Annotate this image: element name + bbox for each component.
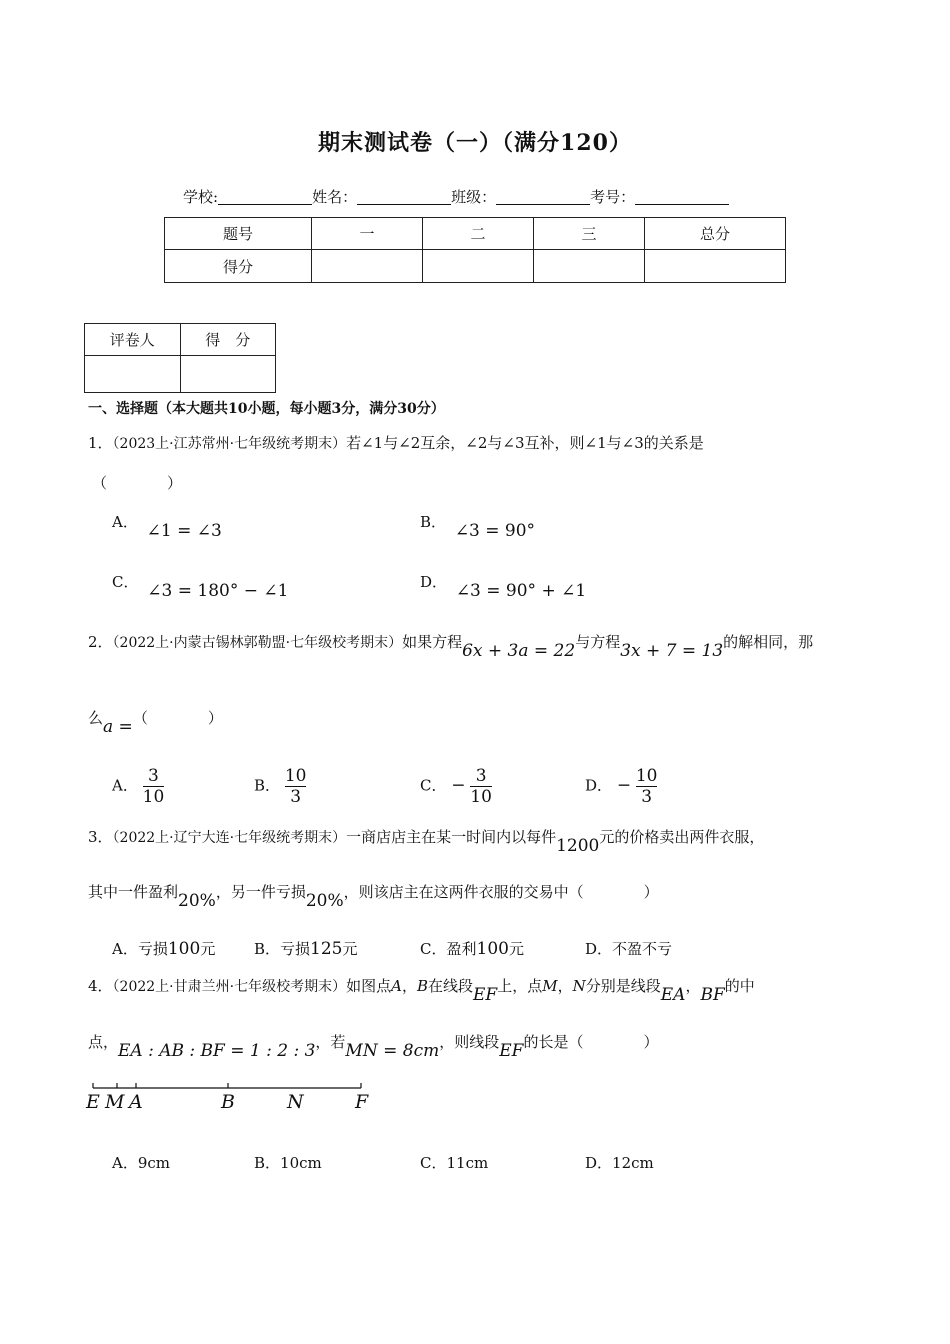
- number-value: 1200: [556, 836, 600, 856]
- option-expr: ∠3 = 90° + ∠1: [455, 581, 587, 601]
- segment-label: EF: [473, 985, 498, 1005]
- equation: MN = 8cm: [345, 1041, 440, 1061]
- option-label: C．: [112, 573, 139, 591]
- denominator: 10: [470, 787, 492, 807]
- option-label: D．: [585, 940, 613, 958]
- option-value: 12cm: [612, 1154, 654, 1172]
- question-text: 的中: [724, 977, 755, 995]
- option-label: D．: [585, 1154, 613, 1172]
- figure-label-f: F: [355, 1091, 369, 1113]
- fraction: [470, 766, 492, 807]
- answer-paren: （ ）: [92, 474, 183, 492]
- option-expr: ∠3 = 180° − ∠1: [147, 581, 289, 601]
- question-source: （2022上·辽宁大连·七年级统考期末）: [112, 830, 347, 846]
- number-label: 考号：: [590, 188, 636, 206]
- question-text: 如图点: [346, 977, 392, 995]
- question-3-cont: [88, 881, 659, 911]
- fraction: [636, 766, 658, 807]
- denominator: 3: [290, 787, 302, 807]
- option-text: 亏损: [280, 940, 311, 958]
- option-label: D．: [585, 776, 613, 795]
- option-b[interactable]: [254, 938, 358, 959]
- figure-label-a: A: [129, 1091, 143, 1113]
- denominator: 3: [641, 787, 653, 807]
- segment-label: EA: [660, 985, 686, 1005]
- option-d[interactable]: [420, 571, 587, 601]
- minus-sign: −: [451, 775, 466, 796]
- segment-label: BF: [700, 985, 725, 1005]
- grader-header-cell: 得 分: [180, 324, 276, 356]
- option-b[interactable]: [254, 766, 306, 807]
- question-text: ，若: [315, 1033, 346, 1051]
- segment-label: EF: [499, 1041, 524, 1061]
- option-unit: 元: [342, 940, 358, 958]
- grader-header-row: [85, 324, 276, 356]
- figure-label-e: E: [86, 1091, 100, 1113]
- question-text: ，: [557, 977, 573, 995]
- question-text: 与方程: [575, 633, 621, 651]
- question-text: ，: [401, 977, 417, 995]
- question-text: 分别是线段: [585, 977, 661, 995]
- option-label: C．: [420, 1154, 447, 1172]
- segment-figure: [86, 1080, 386, 1120]
- option-text: 不盈不亏: [612, 940, 673, 958]
- figure-label-m: M: [105, 1091, 125, 1113]
- option-label: A．: [112, 940, 138, 958]
- question-number: 2．: [88, 633, 113, 651]
- option-c[interactable]: [112, 571, 289, 601]
- school-field[interactable]: [218, 188, 312, 205]
- section-heading: 一、选择题（本大题共10小题，每小题3分，满分30分）: [88, 401, 445, 417]
- question-text: 点，: [88, 1033, 119, 1051]
- question-source: （2022上·甘肃兰州·七年级校考期末）: [112, 979, 347, 995]
- score-cell[interactable]: [312, 250, 423, 283]
- denominator: 10: [142, 787, 165, 807]
- score-header-cell: 二: [423, 218, 534, 250]
- numerator: 10: [635, 766, 658, 786]
- grader-row: [85, 356, 276, 393]
- score-cell[interactable]: [423, 250, 534, 283]
- question-source: （2023上·江苏常州·七年级统考期末）: [112, 436, 347, 452]
- option-unit: 元: [508, 940, 524, 958]
- option-a[interactable]: [112, 1152, 170, 1173]
- option-text: 盈利: [446, 940, 477, 958]
- fraction: [285, 766, 307, 807]
- question-text: 么: [88, 709, 104, 727]
- option-d[interactable]: [585, 766, 657, 807]
- grader-header-cell: 评卷人: [85, 324, 181, 356]
- score-header-cell: 三: [534, 218, 645, 250]
- option-d[interactable]: [585, 1152, 654, 1173]
- figure-label-n: N: [287, 1091, 304, 1113]
- option-d[interactable]: [585, 938, 672, 959]
- student-info-line: [183, 186, 729, 207]
- question-source: （2022上·内蒙古锡林郭勒盟·七年级校考期末）: [112, 635, 403, 651]
- option-label: B．: [254, 1154, 281, 1172]
- question-text: 其中一件盈利: [88, 883, 179, 901]
- point-label: B: [416, 977, 428, 995]
- grader-cell[interactable]: [180, 356, 276, 393]
- option-value: 100: [476, 939, 509, 959]
- percent-value: 20%: [305, 891, 344, 911]
- question-text: 如果方程: [402, 633, 463, 651]
- option-expr: ∠3 = 90°: [454, 521, 536, 541]
- option-a[interactable]: [112, 511, 222, 541]
- option-value: 100: [167, 939, 201, 959]
- question-text: ，另一件亏损: [215, 883, 306, 901]
- question-text: ，则线段: [439, 1033, 500, 1051]
- option-unit: 元: [200, 940, 216, 958]
- option-label: C．: [420, 940, 447, 958]
- option-label: A．: [112, 513, 138, 531]
- point-label: N: [572, 977, 586, 995]
- score-row-label: 得分: [165, 250, 312, 283]
- point-label: M: [542, 977, 558, 995]
- name-label: 姓名：: [312, 188, 358, 206]
- option-label: C．: [420, 776, 447, 795]
- question-text: ，: [685, 977, 701, 995]
- option-label: B．: [254, 940, 281, 958]
- numerator: 3: [475, 766, 487, 786]
- option-a[interactable]: [112, 766, 164, 807]
- option-a[interactable]: [112, 938, 215, 959]
- question-text: 一商店店主在某一时间内以每件: [346, 828, 557, 846]
- score-header-cell: 一: [312, 218, 423, 250]
- percent-value: 20%: [178, 891, 216, 911]
- question-number: 3．: [88, 828, 113, 846]
- question-number: 4．: [88, 977, 113, 995]
- question-text: 的解相同，那: [723, 633, 814, 651]
- option-value: 125: [310, 939, 343, 959]
- minus-sign: −: [616, 775, 632, 796]
- question-text: 在线段: [427, 977, 473, 995]
- ratio-expression: EA : AB : BF = 1 : 2 : 3: [118, 1041, 316, 1061]
- class-label: 班级：: [451, 188, 497, 206]
- question-text: 上，点: [497, 977, 543, 995]
- question-number: 1．: [88, 434, 113, 452]
- option-label: A．: [112, 1154, 138, 1172]
- answer-paren: （ ）: [132, 709, 223, 727]
- question-text: 元的价格卖出两件衣服，: [599, 828, 765, 846]
- equation: 3x + 7 = 13: [620, 641, 724, 661]
- option-label: B．: [420, 513, 447, 531]
- numerator: 3: [148, 766, 159, 786]
- option-label: D．: [420, 573, 448, 591]
- equation: 6x + 3a = 22: [462, 641, 576, 661]
- fraction: [143, 766, 165, 807]
- option-b[interactable]: [254, 1152, 322, 1173]
- question-2: [88, 631, 814, 661]
- grader-table: [84, 323, 276, 393]
- point-label: A: [391, 977, 402, 995]
- score-header-cell: 题号: [165, 218, 312, 250]
- option-label: B．: [254, 776, 281, 795]
- equation: a =: [103, 717, 133, 737]
- grader-cell[interactable]: [85, 356, 181, 393]
- score-row: [165, 250, 786, 283]
- option-c[interactable]: [420, 938, 524, 959]
- question-1: [88, 432, 704, 453]
- number-field[interactable]: [635, 188, 729, 205]
- school-label: 学校:: [183, 188, 219, 206]
- question-text: 若∠1与∠2互余，∠2与∠3互补，则∠1与∠3的关系是: [346, 434, 704, 452]
- score-cell[interactable]: [645, 250, 786, 283]
- option-value: 9cm: [137, 1154, 171, 1172]
- numerator: 10: [284, 766, 307, 786]
- class-field[interactable]: [496, 188, 590, 205]
- question-2-cont: [88, 707, 223, 737]
- question-text: ，则该店主在这两件衣服的交易中（ ）: [343, 883, 659, 901]
- score-cell[interactable]: [534, 250, 645, 283]
- option-expr: ∠1 = ∠3: [146, 521, 222, 541]
- score-table: [164, 217, 786, 283]
- score-header-cell: 总分: [645, 218, 786, 250]
- option-value: 11cm: [446, 1154, 489, 1172]
- page-title: 期末测试卷（一）（满分120）: [318, 130, 632, 156]
- question-4-cont: [88, 1031, 659, 1061]
- name-field[interactable]: [357, 188, 451, 205]
- question-text: 的长是（ ）: [523, 1033, 659, 1051]
- option-text: 亏损: [137, 940, 168, 958]
- option-b[interactable]: [420, 511, 536, 541]
- question-3: [88, 826, 765, 856]
- question-4: [88, 975, 755, 1005]
- score-header-row: [165, 218, 786, 250]
- figure-label-b: B: [221, 1091, 235, 1113]
- option-c[interactable]: [420, 766, 492, 807]
- option-value: 10cm: [280, 1154, 322, 1172]
- option-c[interactable]: [420, 1152, 488, 1173]
- option-label: A．: [112, 776, 138, 795]
